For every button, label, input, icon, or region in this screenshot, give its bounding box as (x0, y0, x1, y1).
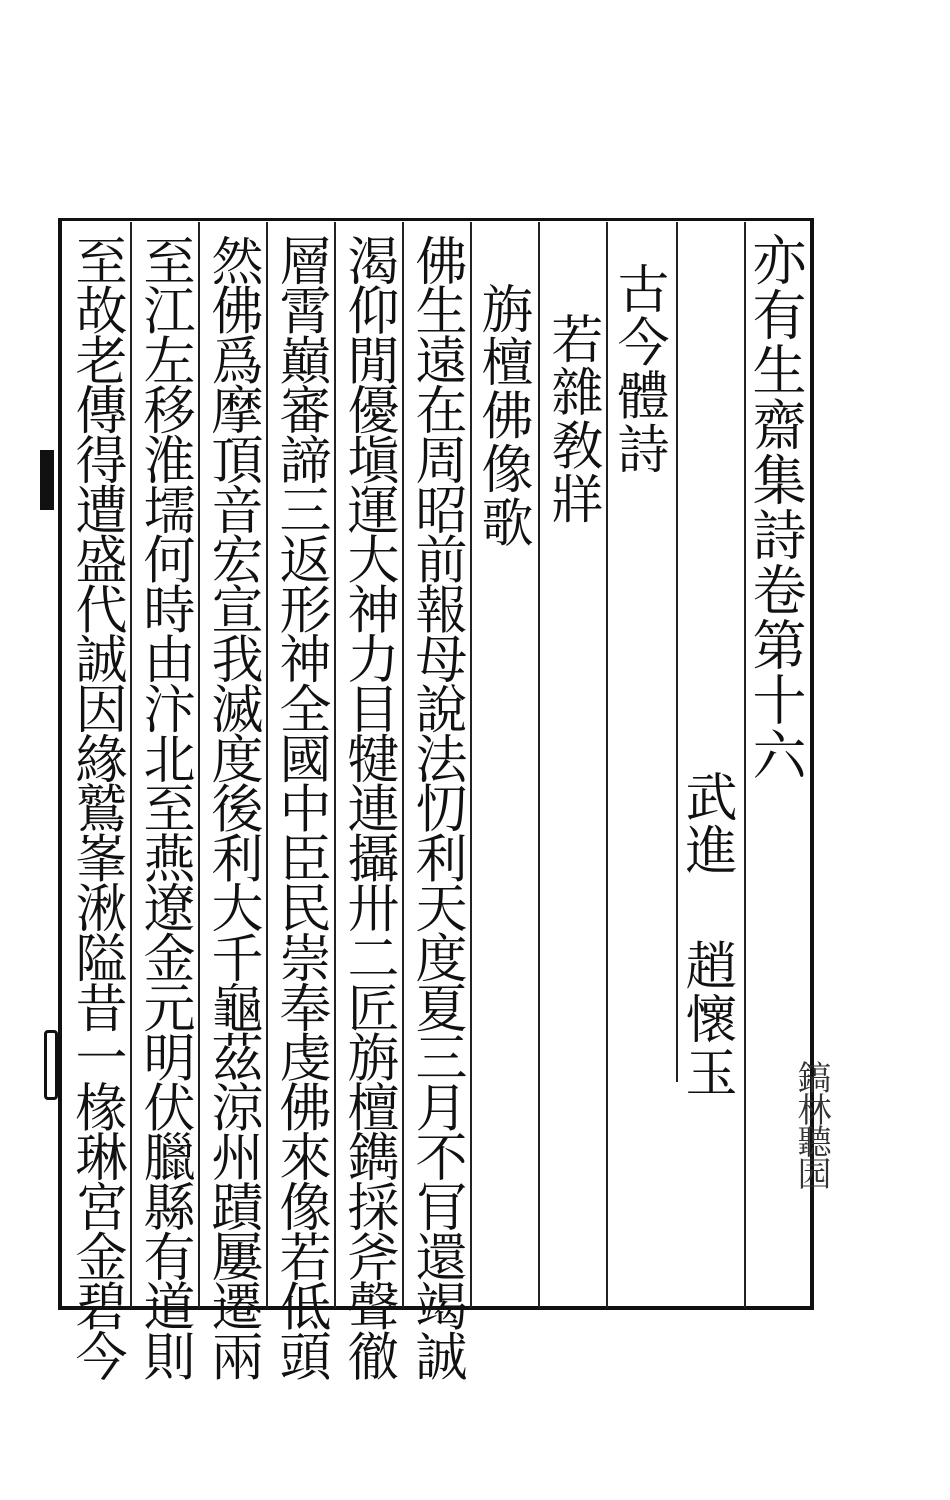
column-rule (198, 222, 200, 1308)
genre-heading: 古今體詩 (608, 262, 668, 476)
section-heading: 若雜敎牂 (542, 312, 602, 526)
author-place: 武進 (676, 770, 736, 877)
poem-line: 佛生遠在周昭前報母說法忉利天度夏三月不肎還竭誠 (406, 234, 466, 1380)
poem-line: 然佛爲摩頂音宏宣我滅度後利大千龜茲涼州蹟屢遷兩 (202, 234, 262, 1380)
column-rule (538, 222, 540, 1308)
column-rule (402, 222, 404, 1308)
poem-line: 渴仰閒優塡運大神力目犍連攝卅二匠旃檀鐫採斧聲徹 (338, 234, 398, 1380)
fold-mark: 鎬林聽园 (791, 1060, 831, 1188)
poem-line: 至故老傳得遭盛代誠因緣鷲峯湫隘昔一椽琳宮金碧今 (66, 234, 126, 1380)
poem-line: 至江左移淮壖何時由汴北至燕遼金元明伏臘縣有道則 (134, 234, 194, 1380)
binding-mark (44, 1030, 58, 1100)
book-title: 亦有生齋集詩卷第十六 (744, 232, 807, 782)
binding-mark (40, 450, 54, 510)
author-name: 趙懷玉 (676, 938, 736, 1100)
author-line (676, 770, 736, 1100)
column-rule (334, 222, 336, 1308)
column-rule (130, 222, 132, 1308)
poem-line: 層霄巔審諦三返形神全國中臣民崇奉虔佛來像若低頭 (270, 234, 330, 1380)
poem-title: 旃檀佛像歌 (472, 282, 532, 549)
column-rule (266, 222, 268, 1308)
